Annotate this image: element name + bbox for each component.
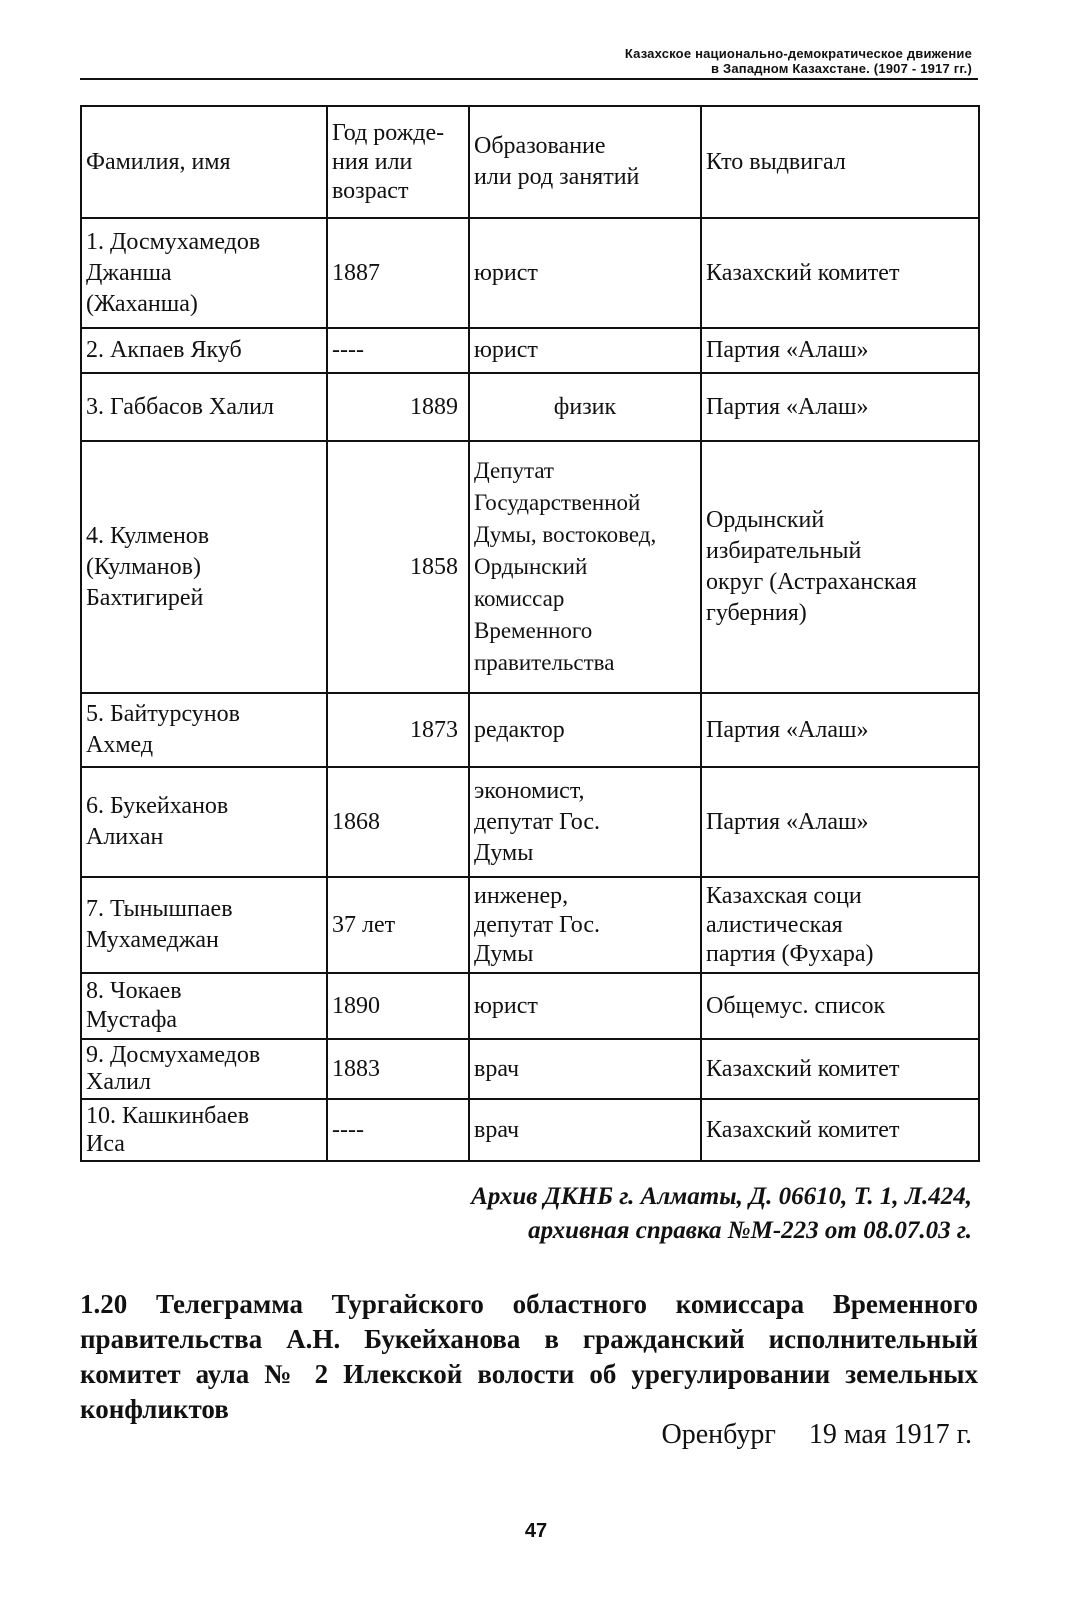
cell-year: 1890 (327, 973, 469, 1039)
cell-name: 4. Кулменов (Кулманов) Бахтигирей (81, 441, 327, 693)
page-number: 47 (524, 1520, 548, 1542)
table-row (81, 877, 979, 973)
cell-occupation: юрист (469, 973, 701, 1039)
running-head (452, 46, 972, 76)
table-row (81, 1099, 979, 1161)
cell-nominated-by: Казахский комитет (701, 1039, 979, 1099)
cell-name: 9. Досмухамедов Халил (81, 1039, 327, 1099)
cell-occupation: врач (469, 1039, 701, 1099)
cell-year: 1868 (327, 767, 469, 877)
table-header-row (81, 106, 979, 218)
header-rule (80, 78, 978, 80)
header-occupation: Образование или род занятий (469, 106, 701, 218)
cell-nominated-by: Партия «Алаш» (701, 373, 979, 441)
table-row (81, 767, 979, 877)
cell-name: 10. Кашкинбаев Иса (81, 1099, 327, 1161)
cell-year: 1887 (327, 218, 469, 328)
section-heading: 1.20 Телеграмма Тургайского областного комиссара Временного правительства А.Н. Букейханова в гражданский исполнительный комитет аула № 2 Илекской волости об урегулировании земельных конфликтов (80, 1289, 978, 1424)
cell-occupation: юрист (469, 328, 701, 373)
cell-nominated-by: Казахский комитет (701, 218, 979, 328)
table-row (81, 693, 979, 767)
header-birth-year: Год рожде- ния или возраст (327, 106, 469, 218)
cell-year: 1858 (327, 441, 469, 693)
table-row (81, 441, 979, 693)
table-row (81, 973, 979, 1039)
cell-name: 2. Акпаев Якуб (81, 328, 327, 373)
cell-nominated-by: Казахская соци алистическая партия (Фухара) (701, 877, 979, 973)
header-nominated-by: Кто выдвигал (701, 106, 979, 218)
cell-year: 1883 (327, 1039, 469, 1099)
date: 19 мая 1917 г. (808, 1419, 972, 1450)
archive-citation (471, 1180, 972, 1248)
archive-citation-line-1: Архив ДКНБ г. Алматы, Д. 06610, Т. 1, Л.424, (471, 1183, 972, 1210)
table-row (81, 1039, 979, 1099)
running-head-line-1: Казахское национально-демократическое движение (624, 46, 972, 61)
cell-year: 1889 (327, 373, 469, 441)
candidates-table (80, 105, 980, 1162)
cell-nominated-by: Общемус. список (701, 973, 979, 1039)
cell-occupation: инженер, депутат Гос. Думы (469, 877, 701, 973)
cell-nominated-by: Ордынский избирательный округ (Астраханская губерния) (701, 441, 979, 693)
table-row (81, 328, 979, 373)
cell-name: 7. Тынышпаев Мухамеджан (81, 877, 327, 973)
cell-name: 1. Досмухамедов Джанша (Жаханша) (81, 218, 327, 328)
cell-nominated-by: Партия «Алаш» (701, 767, 979, 877)
place-date (662, 1418, 972, 1452)
cell-occupation: Депутат Государственной Думы, востоковед, Ордынский комиссар Временного правительства (469, 441, 701, 693)
cell-name: 6. Букейханов Алихан (81, 767, 327, 877)
header-name: Фамилия, имя (81, 106, 327, 218)
table-row (81, 373, 979, 441)
cell-name: 3. Габбасов Халил (81, 373, 327, 441)
cell-nominated-by: Партия «Алаш» (701, 693, 979, 767)
cell-nominated-by: Казахский комитет (701, 1099, 979, 1161)
cell-name: 8. Чокаев Мустафа (81, 973, 327, 1039)
cell-name: 5. Байтурсунов Ахмед (81, 693, 327, 767)
table-row (81, 218, 979, 328)
cell-nominated-by: Партия «Алаш» (701, 328, 979, 373)
cell-year: 37 лет (327, 877, 469, 973)
archive-citation-line-2: архивная справка №М-223 от 08.07.03 г. (528, 1217, 972, 1244)
cell-year: ---- (327, 328, 469, 373)
cell-occupation: экономист, депутат Гос. Думы (469, 767, 701, 877)
cell-occupation: юрист (469, 218, 701, 328)
place: Оренбург (661, 1419, 776, 1450)
cell-year: ---- (327, 1099, 469, 1161)
cell-year: 1873 (327, 693, 469, 767)
running-head-line-2: в Западном Казахстане. (1907 - 1917 гг.) (710, 61, 972, 76)
cell-occupation: физик (469, 373, 701, 441)
cell-occupation: редактор (469, 693, 701, 767)
cell-occupation: врач (469, 1099, 701, 1161)
